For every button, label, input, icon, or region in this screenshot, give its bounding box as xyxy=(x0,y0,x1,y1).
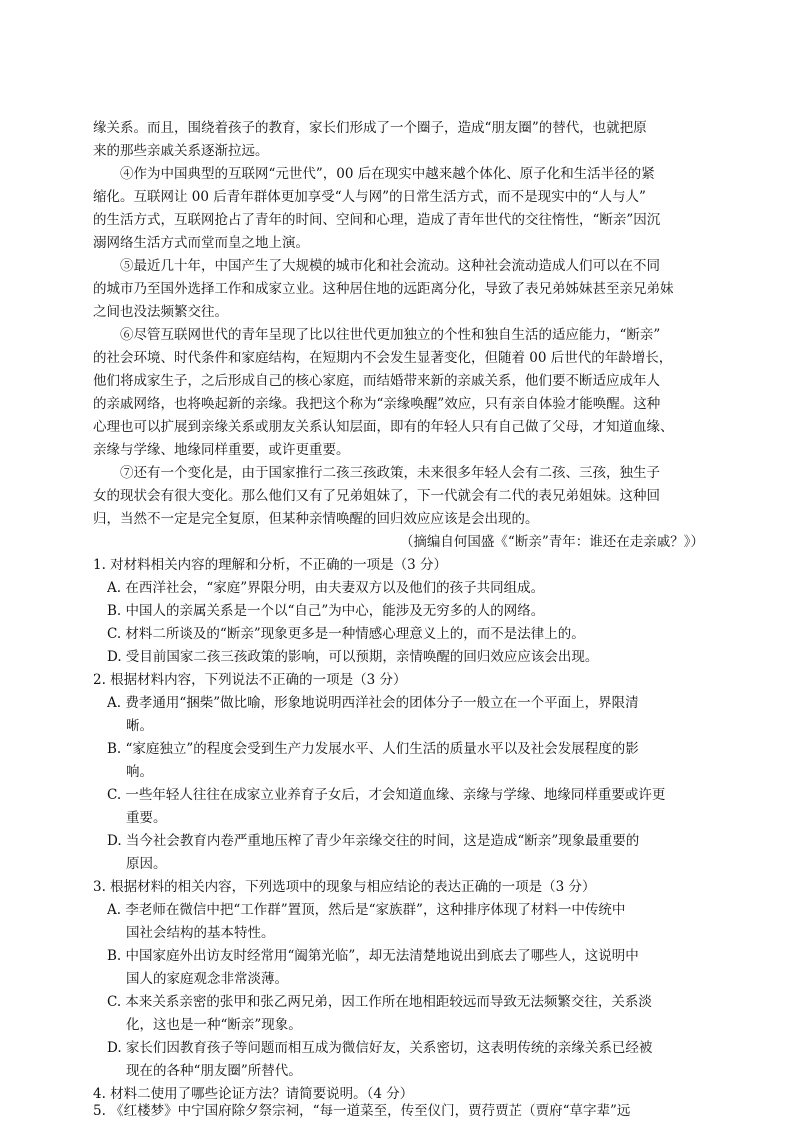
question-3-option-d: D. 家长们因教育孩子等问题而相互成为微信好友，关系密切，这表明传统的亲缘关系已经被 xyxy=(107,1040,653,1056)
passage-line: 他们将成家生子，之后形成自己的核心家庭，而结婚带来新的亲戚关系，他们要不断适应成年人 xyxy=(93,373,660,389)
question-2-option-a: A. 费孝通用“捆柴”做比喻，形象地说明西洋社会的团体分子一般立在一个平面上，界限清 xyxy=(107,695,639,711)
passage-line: 的生活方式，互联网抢占了青年的时间、空间和心理，造成了青年世代的交往惰性，“断亲”因沉 xyxy=(93,212,661,228)
passage-paragraph-6: ⑥尽管互联网世代的青年呈现了比以往世代更加独立的个性和独自生活的适应能力，“断亲” xyxy=(120,327,661,343)
passage-paragraph-4: ④作为中国典型的互联网“元世代”，00 后在现实中越来越个体化、原子化和生活半径的紧 xyxy=(120,166,655,182)
passage-line: 女的现状会有很大变化。那么他们又有了兄弟姐妹了，下一代就会有二代的表兄弟姐妹。这种回 xyxy=(93,488,660,504)
passage-line: 溺网络生活方式而堂而皇之地上演。 xyxy=(93,235,309,251)
question-3-option-d-cont: 现在的各种“朋友圈”所替代。 xyxy=(126,1063,302,1079)
question-3-option-b: B. 中国家庭外出访友时经常用“阖第光临”，却无法清楚地说出到底去了哪些人，这说明中 xyxy=(107,948,639,964)
passage-line: 之间也没法频繁交往。 xyxy=(93,304,228,320)
question-5-stem: 5. 《红楼梦》中宁国府除夕祭宗祠，“每一道菜至，传至仪门，贾荇贾芷（贾府“草字辈”远 xyxy=(93,1103,631,1119)
question-2-option-b: B. “家庭独立”的程度会受到生产力发展水平、人们生活的质量水平以及社会发展程度的影 xyxy=(107,741,639,757)
question-4-stem: 4. 材料二使用了哪些论证方法？请简要说明。（4 分） xyxy=(93,1086,414,1102)
question-2-option-b-cont: 响。 xyxy=(126,764,153,780)
passage-paragraph-7: ⑦还有一个变化是，由于国家推行二孩三孩政策，未来很多年轻人会有二孩、三孩，独生子 xyxy=(120,465,660,481)
passage-source: （摘编自何国盛《“断亲”青年：谁还在走亲戚？》） xyxy=(399,534,704,550)
passage-line: 心理也可以扩展到亲缘关系或朋友关系认知层面，即有的年轻人只有自己做了父母，才知道血缘、 xyxy=(93,419,674,435)
passage-line: 亲缘与学缘、地缘同样重要，或许更重要。 xyxy=(93,442,350,458)
question-3-option-c-cont: 化，这也是一种“断亲”现象。 xyxy=(126,1017,302,1033)
passage-paragraph-5: ⑤最近几十年，中国产生了大规模的城市化和社会流动。这种社会流动造成人们可以在不同 xyxy=(120,258,660,274)
question-2-option-d-cont: 原因。 xyxy=(126,856,167,872)
question-1-stem: 1. 对材料相关内容的理解和分析，不正确的一项是（3 分） xyxy=(93,557,448,573)
passage-line: 的社会环境、时代条件和家庭结构，在短期内不会发生显著变化，但随着 00 后世代的年龄增长， xyxy=(93,350,673,366)
question-2-option-c: C. 一些年轻人往往在成家立业养育子女后，才会知道血缘、亲缘与学缘、地缘同样重要或许更 xyxy=(107,787,666,803)
question-1-option-d: D. 受目前国家二孩三孩政策的影响，可以预期，亲情唤醒的回归效应应该会出现。 xyxy=(107,649,599,665)
passage-line: 的亲戚网络，也将唤起新的亲缘。我把这个称为“亲缘唤醒”效应，只有亲自体验才能唤醒。这种 xyxy=(93,396,661,412)
question-1-option-c: C. 材料二所谈及的“断亲”现象更多是一种情感心理意义上的，而不是法律上的。 xyxy=(107,626,585,642)
question-3-option-c: C. 本来关系亲密的张甲和张乙两兄弟，因工作所在地相距较远而导致无法频繁交往，关系淡 xyxy=(107,994,652,1010)
question-3-option-b-cont: 国人的家庭观念非常淡薄。 xyxy=(126,971,288,987)
question-3-stem: 3. 根据材料的相关内容，下列选项中的现象与相应结论的表达正确的一项是（3 分） xyxy=(93,879,596,895)
passage-line: 来的那些亲戚关系逐渐拉远。 xyxy=(93,143,269,159)
question-3-option-a-cont: 国社会结构的基本特性。 xyxy=(126,925,275,941)
passage-line: 缘关系。而且，围绕着孩子的教育，家长们形成了一个圈子，造成“朋友圈”的替代，也就把原 xyxy=(93,120,647,136)
question-2-option-d: D. 当今社会教育内卷严重地压榨了青少年亲缘交往的时间，这是造成“断亲”现象最重要的 xyxy=(107,833,640,849)
passage-line: 归，当然不一定是完全复原，但某种亲情唤醒的回归效应应该是会出现的。 xyxy=(93,511,539,527)
question-1-option-a: A. 在西洋社会，“家庭”界限分明，由夫妻双方以及他们的孩子共同组成。 xyxy=(107,580,545,596)
question-1-option-b: B. 中国人的亲属关系是一个以“自己”为中心，能涉及无穷多的人的网络。 xyxy=(107,603,545,619)
passage-line: 的城市乃至国外选择工作和成家立业。这种居住地的远距离分化，导致了表兄弟姊妹甚至亲兄弟妹 xyxy=(93,281,674,297)
question-2-option-c-cont: 重要。 xyxy=(126,810,167,826)
passage-line: 缩化。互联网让 00 后青年群体更加享受“人与网”的日常生活方式，而不是现实中的“人与人” xyxy=(93,189,646,205)
question-2-option-a-cont: 晰。 xyxy=(126,718,153,734)
question-3-option-a: A. 李老师在微信中把“工作群”置顶，然后是“家族群”，这种排序体现了材料一中传统中 xyxy=(107,902,626,918)
question-2-stem: 2. 根据材料内容，下列说法不正确的一项是（3 分） xyxy=(93,672,407,688)
